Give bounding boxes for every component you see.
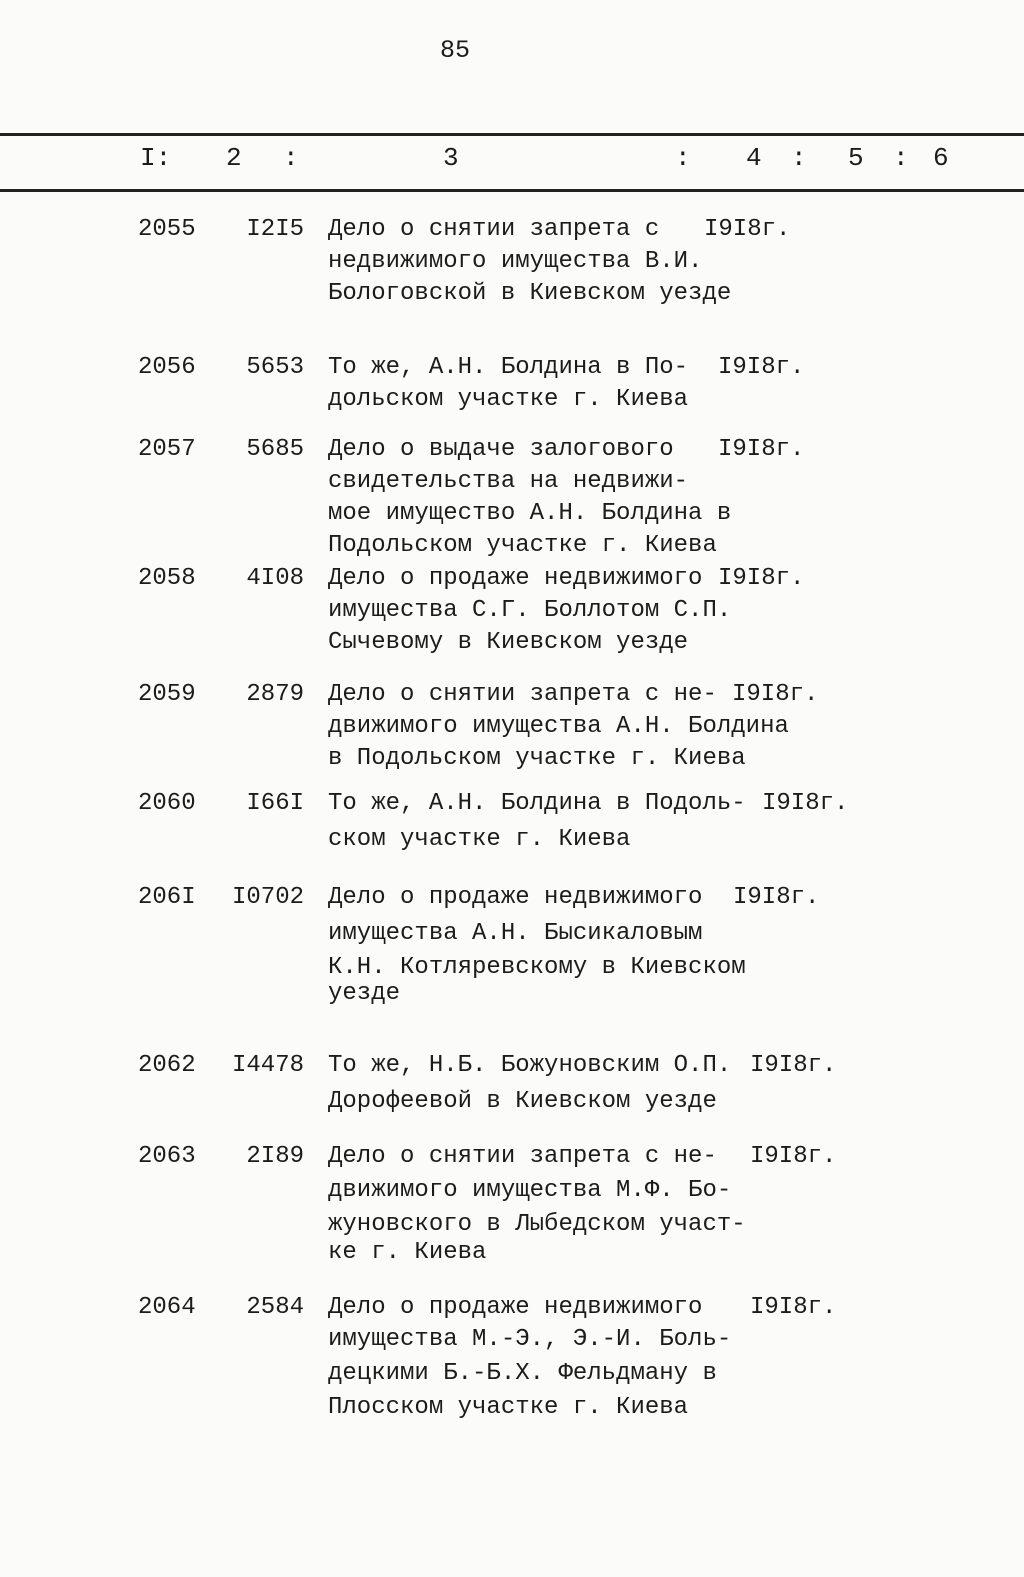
description-line: Дело о снятии запрета с: [328, 216, 660, 243]
description-line: Сычевому в Киевском уезде: [328, 629, 689, 656]
record-year: I9I8г.: [750, 1294, 837, 1321]
record-old-number: I0702: [231, 884, 304, 911]
record-number: 2055: [138, 216, 196, 243]
description-line: мое имущество А.Н. Болдина в: [328, 500, 732, 527]
page-number: 85: [440, 36, 471, 65]
description-line: Бологовской в Киевском уезде: [328, 280, 732, 307]
record-year: I9I8г.: [762, 790, 849, 817]
record-description: [328, 434, 768, 562]
description-line: имущества М.-Э., Э.-И. Боль-: [328, 1326, 732, 1353]
header-bottom-rule: [0, 189, 1024, 192]
column-header-6: 6: [933, 143, 949, 173]
record-old-number: 4I08: [246, 565, 304, 592]
record-old-number: 2I89: [246, 1143, 304, 1170]
column-header-5: 5: [848, 143, 864, 173]
record-number: 206I: [138, 884, 196, 911]
description-line: Дело о выдаче залогового: [328, 436, 674, 463]
record-year: I9I8г.: [718, 436, 805, 463]
record-old-number: 5685: [246, 436, 304, 463]
column-separator: :: [283, 143, 299, 173]
description-line: ском участке г. Киева: [328, 826, 631, 853]
description-line: То же, А.Н. Болдина в Подоль-: [328, 790, 746, 817]
description-line: недвижимого имущества В.И.: [328, 248, 703, 275]
record-year: I9I8г.: [750, 1052, 837, 1079]
description-line: имущества А.Н. Бысикаловым: [328, 920, 703, 947]
description-line: Дело о снятии запрета с не-: [328, 681, 717, 708]
column-header-2: 2: [226, 143, 242, 173]
record-year: I9I8г.: [750, 1143, 837, 1170]
description-line: Подольском участке г. Киева: [328, 532, 717, 559]
description-line: Дело о снятии запрета с не-: [328, 1143, 717, 1170]
description-line: движимого имущества М.Ф. Бо-: [328, 1177, 732, 1204]
description-line: То же, А.Н. Болдина в По-: [328, 354, 689, 381]
header-top-rule: [0, 133, 1024, 136]
column-header-4: 4: [746, 143, 762, 173]
record-year: I9I8г.: [718, 565, 805, 592]
description-line: Плосском участке г. Киева: [328, 1394, 689, 1421]
description-line: в Подольском участке г. Киева: [328, 745, 746, 772]
column-separator: :: [791, 143, 807, 173]
record-description: [328, 352, 768, 416]
description-line: ке г. Киева: [328, 1239, 487, 1266]
record-description: [328, 788, 768, 856]
column-separator: :: [893, 143, 909, 173]
record-description: [328, 563, 768, 659]
record-year: I9I8г.: [704, 216, 791, 243]
column-separator: :: [675, 143, 691, 173]
record-description: [328, 882, 768, 1010]
record-number: 2059: [138, 681, 196, 708]
record-number: 2058: [138, 565, 196, 592]
column-header-3: 3: [443, 143, 459, 173]
description-line: свидетельства на недвижи-: [328, 468, 689, 495]
record-old-number: 2879: [246, 681, 304, 708]
record-year: I9I8г.: [732, 681, 819, 708]
record-number: 2060: [138, 790, 196, 817]
record-number: 2064: [138, 1294, 196, 1321]
record-description: [328, 1141, 768, 1269]
description-line: имущества С.Г. Боллотом С.П.: [328, 597, 732, 624]
record-number: 2057: [138, 436, 196, 463]
record-old-number: 2584: [246, 1294, 304, 1321]
description-line: дольском участке г. Киева: [328, 386, 689, 413]
description-line: То же, Н.Б. Божуновским О.П.: [328, 1052, 732, 1079]
description-line: движимого имущества А.Н. Болдина: [328, 713, 789, 740]
record-year: I9I8г.: [733, 884, 820, 911]
description-line: децкими Б.-Б.Х. Фельдману в: [328, 1360, 717, 1387]
record-description: [328, 214, 768, 310]
description-line: жуновского в Лыбедском участ-: [328, 1211, 746, 1238]
column-header-1: I:: [140, 143, 172, 173]
record-number: 2056: [138, 354, 196, 381]
description-line: К.Н. Котляревскому в Киевском: [328, 954, 746, 981]
description-line: Дело о продаже недвижимого: [328, 1294, 703, 1321]
record-old-number: I66I: [246, 790, 304, 817]
description-line: уезде: [328, 980, 401, 1007]
description-line: Дело о продаже недвижимого: [328, 884, 703, 911]
record-description: [328, 1292, 768, 1424]
record-number: 2062: [138, 1052, 196, 1079]
record-year: I9I8г.: [718, 354, 805, 381]
record-old-number: I4478: [231, 1052, 304, 1079]
description-line: Дорофеевой в Киевском уезде: [328, 1088, 717, 1115]
record-description: [328, 1050, 768, 1118]
record-number: 2063: [138, 1143, 196, 1170]
description-line: Дело о продаже недвижимого: [328, 565, 703, 592]
record-old-number: 5653: [246, 354, 304, 381]
record-old-number: I2I5: [246, 216, 304, 243]
